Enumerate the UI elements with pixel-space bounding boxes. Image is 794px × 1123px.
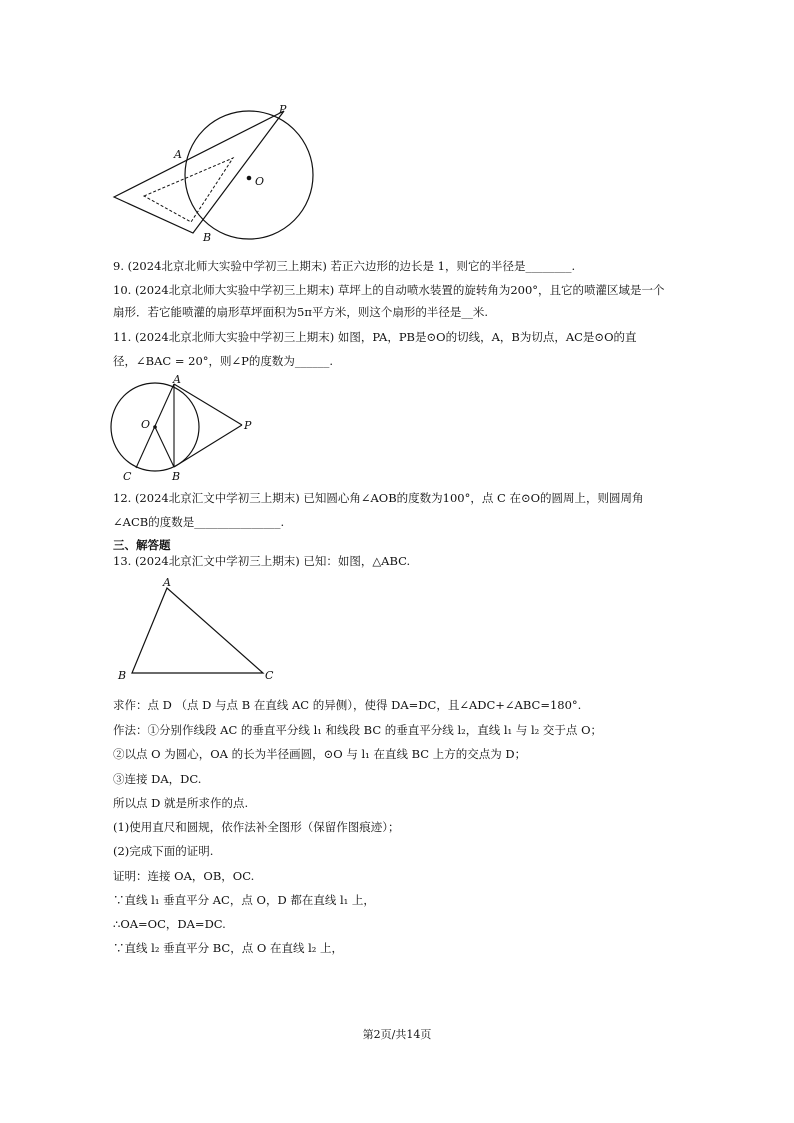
figure-q11-tangents (105, 372, 265, 486)
label-b: B (203, 231, 212, 244)
figure-circle-triangle (100, 95, 330, 255)
question-12-line-1: 12. (2024北京汇文中学初三上期末) 已知圆心角∠AOB的度数为100°，点 C 在⊙O的圆周上，则圆周角 (113, 491, 644, 505)
proof-line-4: ∵直线 l₂ 垂直平分 BC，点 O 在直线 l₂ 上， (113, 941, 344, 955)
question-13: 13. (2024北京汇文中学初三上期末) 已知：如图，△ABC. (113, 554, 411, 568)
proof-line-2: ∵直线 l₁ 垂直平分 AC，点 O，D 都在直线 l₁ 上， (113, 893, 375, 907)
question-9: 9. (2024北京北师大实验中学初三上期末) 若正六边形的边长是 1，则它的半径是________. (113, 259, 576, 273)
proof-line-3: ∴OA=OC，DA=DC. (113, 917, 226, 931)
label-p: P (279, 103, 287, 116)
label-a: A (163, 576, 171, 589)
question-11-line-1: 11. (2024北京北师大实验中学初三上期末) 如图，PA，PB是⊙O的切线，A，B为切点，AC是⊙O的直 (113, 330, 637, 344)
part-1: (1)使用直尺和圆规，依作法补全图形（保留作图痕迹）； (113, 820, 400, 834)
label-o: O (141, 418, 151, 431)
part-2: (2)完成下面的证明. (113, 844, 214, 858)
method-step-3: ③连接 DA，DC. (113, 772, 202, 786)
center-dot (247, 176, 252, 181)
label-p: P (244, 419, 252, 432)
label-b: B (118, 669, 127, 682)
circle-o (185, 111, 313, 239)
triangle-ruler-inner (144, 158, 233, 222)
question-10-line-1: 10. (2024北京北师大实验中学初三上期末) 草坪上的自动喷水装置的旋转角为200°，且它的喷灌区域是一个 (113, 283, 665, 297)
question-10-line-2: 扇形．若它能喷灌的扇形草坪面积为5π平方米，则这个扇形的半径是__米. (113, 305, 489, 319)
section-heading: 三、解答题 (113, 538, 171, 552)
question-11-line-2: 径，∠BAC = 20°，则∠P的度数为______. (113, 354, 334, 368)
label-a: A (173, 373, 181, 386)
conclusion-text: 所以点 D 就是所求作的点. (113, 796, 249, 810)
page-footer: 第2页/共14页 (362, 1028, 432, 1041)
question-12-line-2: ∠ACB的度数是_______________. (113, 515, 285, 529)
label-c: C (123, 470, 132, 483)
label-a: A (174, 148, 182, 161)
method-step-1: 作法：①分别作线段 AC 的垂直平分线 l₁ 和线段 BC 的垂直平分线 l₂，直线 l₁ 与 l₂ 交于点 O； (113, 723, 603, 737)
figure-q13-triangle (112, 575, 282, 685)
label-c: C (265, 669, 274, 682)
task-text: 求作：点 D （点 D 与点 B 在直线 AC 的异侧），使得 DA=DC，且∠ADC+∠ABC=180°. (113, 698, 582, 712)
proof-line-1: 证明：连接 OA，OB，OC. (113, 869, 255, 883)
tangent-pa (174, 384, 242, 425)
tangent-pb (174, 425, 242, 467)
center-dot (153, 425, 157, 429)
label-b: B (172, 470, 181, 483)
segment-ob (155, 427, 174, 467)
triangle-abc (132, 588, 263, 673)
method-step-2: ②以点 O 为圆心，OA 的长为半径画圆，⊙O 与 l₁ 在直线 BC 上方的交点为 D； (113, 747, 527, 761)
label-o: O (255, 175, 265, 188)
